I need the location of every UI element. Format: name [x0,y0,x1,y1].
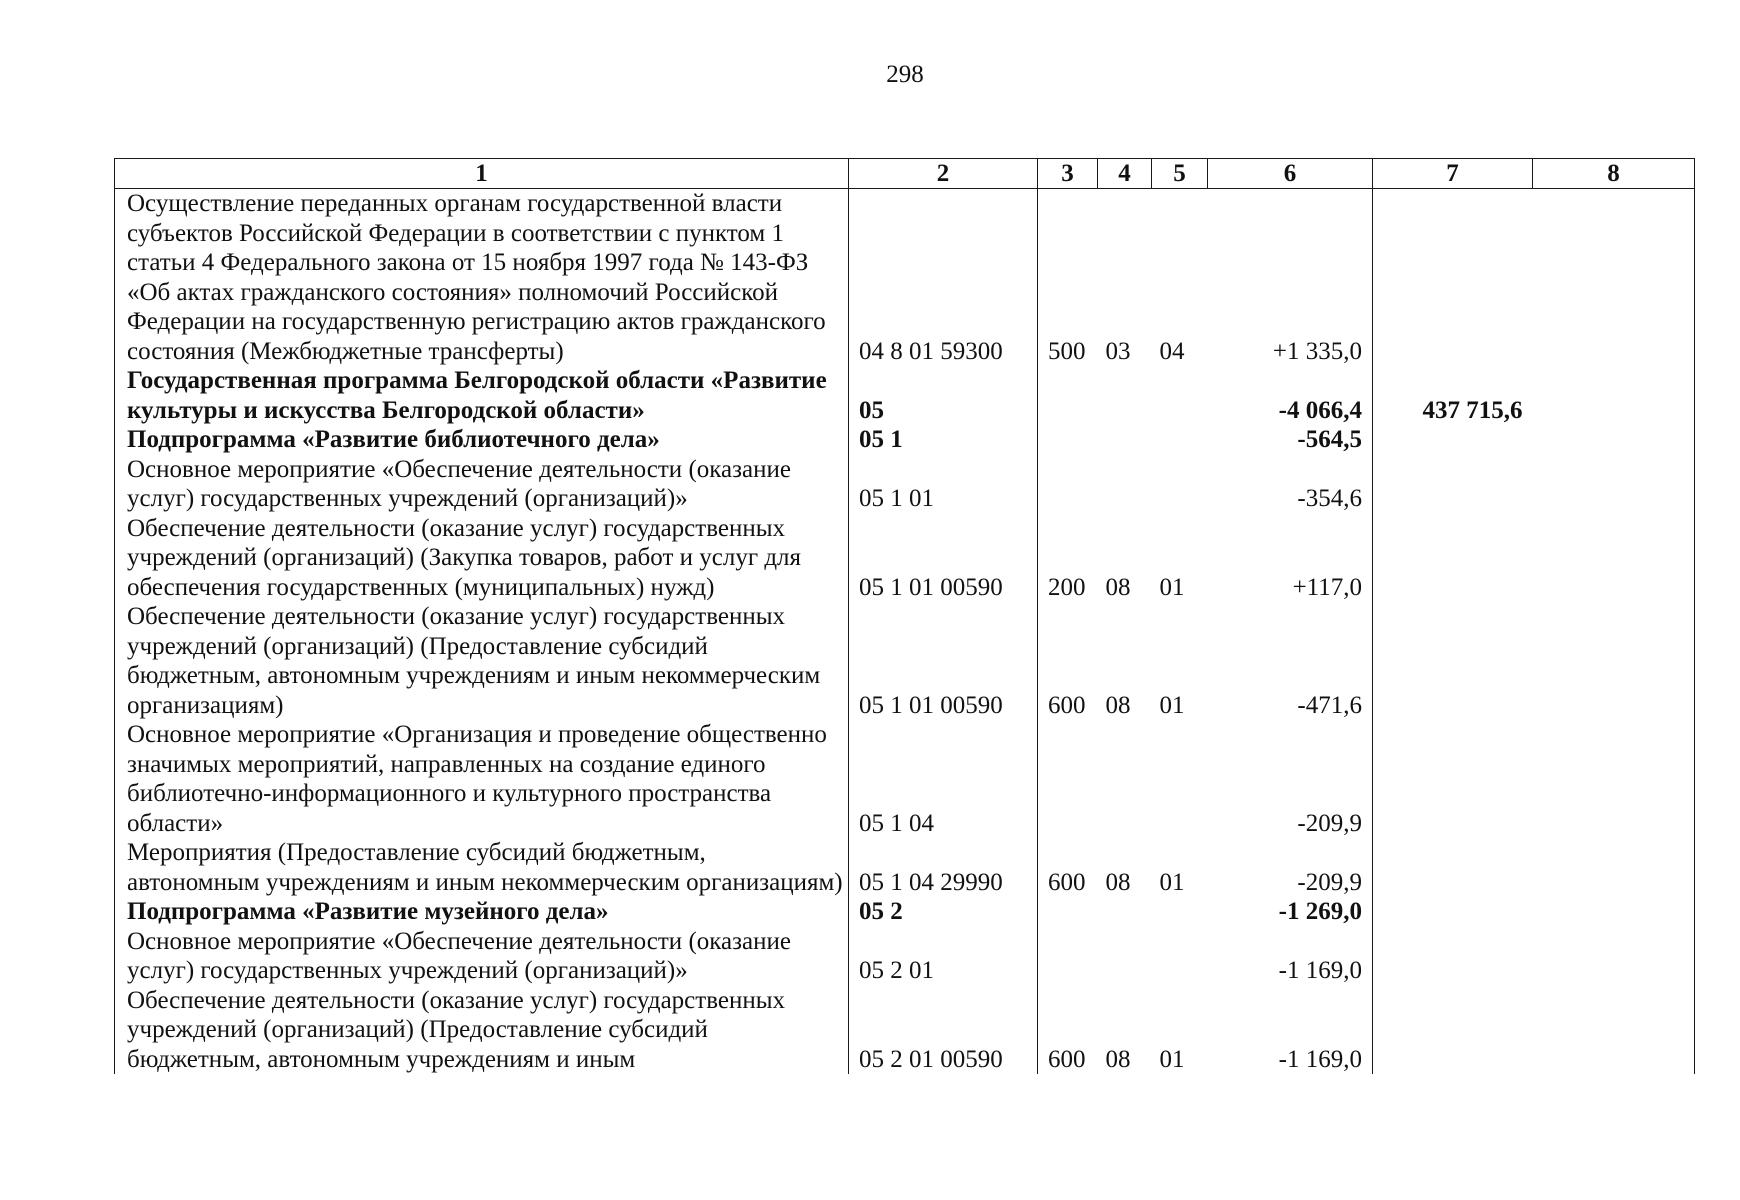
cell-section: 08 [1105,573,1131,601]
cell-description: Подпрограмма «Развитие библиотечного дела» [115,425,849,455]
cell-total-amount [1373,514,1533,603]
table-row [115,720,1695,838]
header-col-5: 5 [1152,159,1208,189]
cell-description: Обеспечение деятельности (оказание услуг) государственных учреждений (организаций) (Предоставление субсидий бюджетным, автономным учреждениям и иным некоммерческим организациям) [115,602,849,720]
cell-description: Основное мероприятие «Обеспечение деятельности (оказание услуг) государственных учреждений (организаций)» [115,455,849,514]
cell-total-amount [1373,189,1533,367]
cell-change-amount: -564,5 [1208,425,1373,455]
cell-target-code: 05 1 01 00590 [849,602,1038,720]
cell-change-amount: -209,9 [1208,720,1373,838]
cell-col-8 [1533,986,1695,1075]
cell-total-amount [1373,720,1533,838]
header-col-4: 4 [1098,159,1152,189]
cell-subsection [1152,425,1208,455]
table-row [115,514,1695,603]
cell-total-amount [1373,455,1533,514]
header-col-6: 6 [1208,159,1373,189]
cell-change-amount: -1 169,0 [1208,927,1373,986]
cell-expense-type [1038,927,1098,986]
cell-expense-type: 600 [1038,986,1098,1075]
cell-description: Обеспечение деятельности (оказание услуг) государственных учреждений (организаций) (Закупка товаров, работ и услуг для обеспечения государственных (муниципальных) нужд) [115,514,849,603]
cell-expense-type: 600 [1038,602,1098,720]
table-row [115,602,1695,720]
cell-col-8 [1533,720,1695,838]
cell-col-8 [1533,514,1695,603]
cell-subsection: 01 [1159,573,1185,601]
table-row [115,366,1695,425]
cell-subsection: 01 [1159,868,1185,896]
cell-description: Осуществление переданных органам государственной власти субъектов Российской Федерации в соответствии с пунктом 1 статьи 4 Федерального закона от 15 ноября 1997 года № 143-ФЗ «Об актах гражданского состояния» полномочий Российской Федерации на государственную регистрацию актов гражданского состояния (Межбюджетные трансферты) [115,189,849,367]
cell-change-amount: -209,9 [1208,838,1373,897]
cell-change-amount: +1 335,0 [1208,189,1373,367]
cell-section [1098,897,1152,927]
header-col-7: 7 [1373,159,1533,189]
cell-change-amount: -354,6 [1208,455,1373,514]
cell-col-8 [1533,455,1695,514]
cell-col-8 [1533,602,1695,720]
cell-change-amount: -1 269,0 [1208,897,1373,927]
cell-total-amount [1373,927,1533,986]
cell-subsection [1152,897,1208,927]
cell-target-code: 05 2 01 00590 [849,986,1038,1075]
cell-section [1098,425,1152,455]
cell-description: Обеспечение деятельности (оказание услуг) государственных учреждений (организаций) (Предоставление субсидий бюджетным, автономным учреждениям и иным [115,986,849,1075]
cell-col-8 [1533,366,1695,425]
cell-total-amount [1373,986,1533,1075]
cell-total-amount [1373,838,1533,897]
cell-change-amount: -1 169,0 [1208,986,1373,1075]
cell-target-code: 05 1 01 00590 [849,514,1038,603]
cell-target-code: 05 [849,366,1038,425]
cell-section: 08 [1105,1045,1131,1073]
cell-col-8 [1533,838,1695,897]
cell-expense-type: 200 [1038,514,1098,603]
cell-section [1098,927,1152,986]
cell-description: Мероприятия (Предоставление субсидий бюджетным, автономным учреждениям и иным некоммерческим организациям) [115,838,849,897]
cell-expense-type: 500 [1038,189,1098,367]
cell-total-amount [1373,425,1533,455]
cell-target-code: 05 1 [849,425,1038,455]
cell-expense-type [1038,366,1098,425]
table-row [115,897,1695,927]
cell-section [1098,366,1152,425]
cell-subsection: 01 [1159,691,1185,719]
table-header-row [115,159,1695,189]
cell-change-amount: -471,6 [1208,602,1373,720]
table-row [115,455,1695,514]
cell-subsection: 04 [1159,337,1185,365]
cell-total-amount: 437 715,6 [1422,396,1523,424]
cell-description: Подпрограмма «Развитие музейного дела» [115,897,849,927]
cell-section [1098,455,1152,514]
cell-target-code: 05 2 01 [849,927,1038,986]
cell-subsection [1152,366,1208,425]
cell-target-code: 05 2 [849,897,1038,927]
cell-target-code: 04 8 01 59300 [849,189,1038,367]
cell-expense-type [1038,425,1098,455]
cell-col-8 [1533,897,1695,927]
table-row [115,986,1695,1075]
table-body [115,189,1695,1075]
cell-expense-type [1038,720,1098,838]
cell-total-amount [1373,602,1533,720]
budget-table [114,158,1695,1074]
cell-target-code: 05 1 01 [849,455,1038,514]
cell-expense-type [1038,455,1098,514]
table-row [115,425,1695,455]
cell-col-8 [1533,425,1695,455]
cell-change-amount: +117,0 [1208,514,1373,603]
cell-col-8 [1533,927,1695,986]
cell-subsection [1152,455,1208,514]
cell-section: 08 [1105,691,1131,719]
cell-section: 08 [1105,868,1131,896]
header-col-2: 2 [849,159,1038,189]
cell-change-amount: -4 066,4 [1208,366,1373,425]
table-row [115,838,1695,897]
header-col-8: 8 [1533,159,1695,189]
cell-description: Основное мероприятие «Обеспечение деятельности (оказание услуг) государственных учреждений (организаций)» [115,927,849,986]
header-col-1: 1 [115,159,849,189]
cell-subsection: 01 [1159,1045,1185,1073]
cell-description: Государственная программа Белгородской области «Развитие культуры и искусства Белгородской области» [115,366,849,425]
header-col-3: 3 [1038,159,1098,189]
cell-section: 03 [1105,337,1131,365]
cell-subsection [1152,927,1208,986]
page-number: 298 [886,61,924,88]
cell-col-8 [1533,189,1695,367]
cell-subsection [1152,720,1208,838]
cell-expense-type [1038,897,1098,927]
cell-expense-type: 600 [1038,838,1098,897]
table-row [115,189,1695,367]
table-row [115,927,1695,986]
cell-target-code: 05 1 04 [849,720,1038,838]
cell-description: Основное мероприятие «Организация и проведение общественно значимых мероприятий, направленных на создание единого библиотечно-информационного и культурного пространства области» [115,720,849,838]
cell-section [1098,720,1152,838]
cell-target-code: 05 1 04 29990 [849,838,1038,897]
cell-total-amount [1373,897,1533,927]
